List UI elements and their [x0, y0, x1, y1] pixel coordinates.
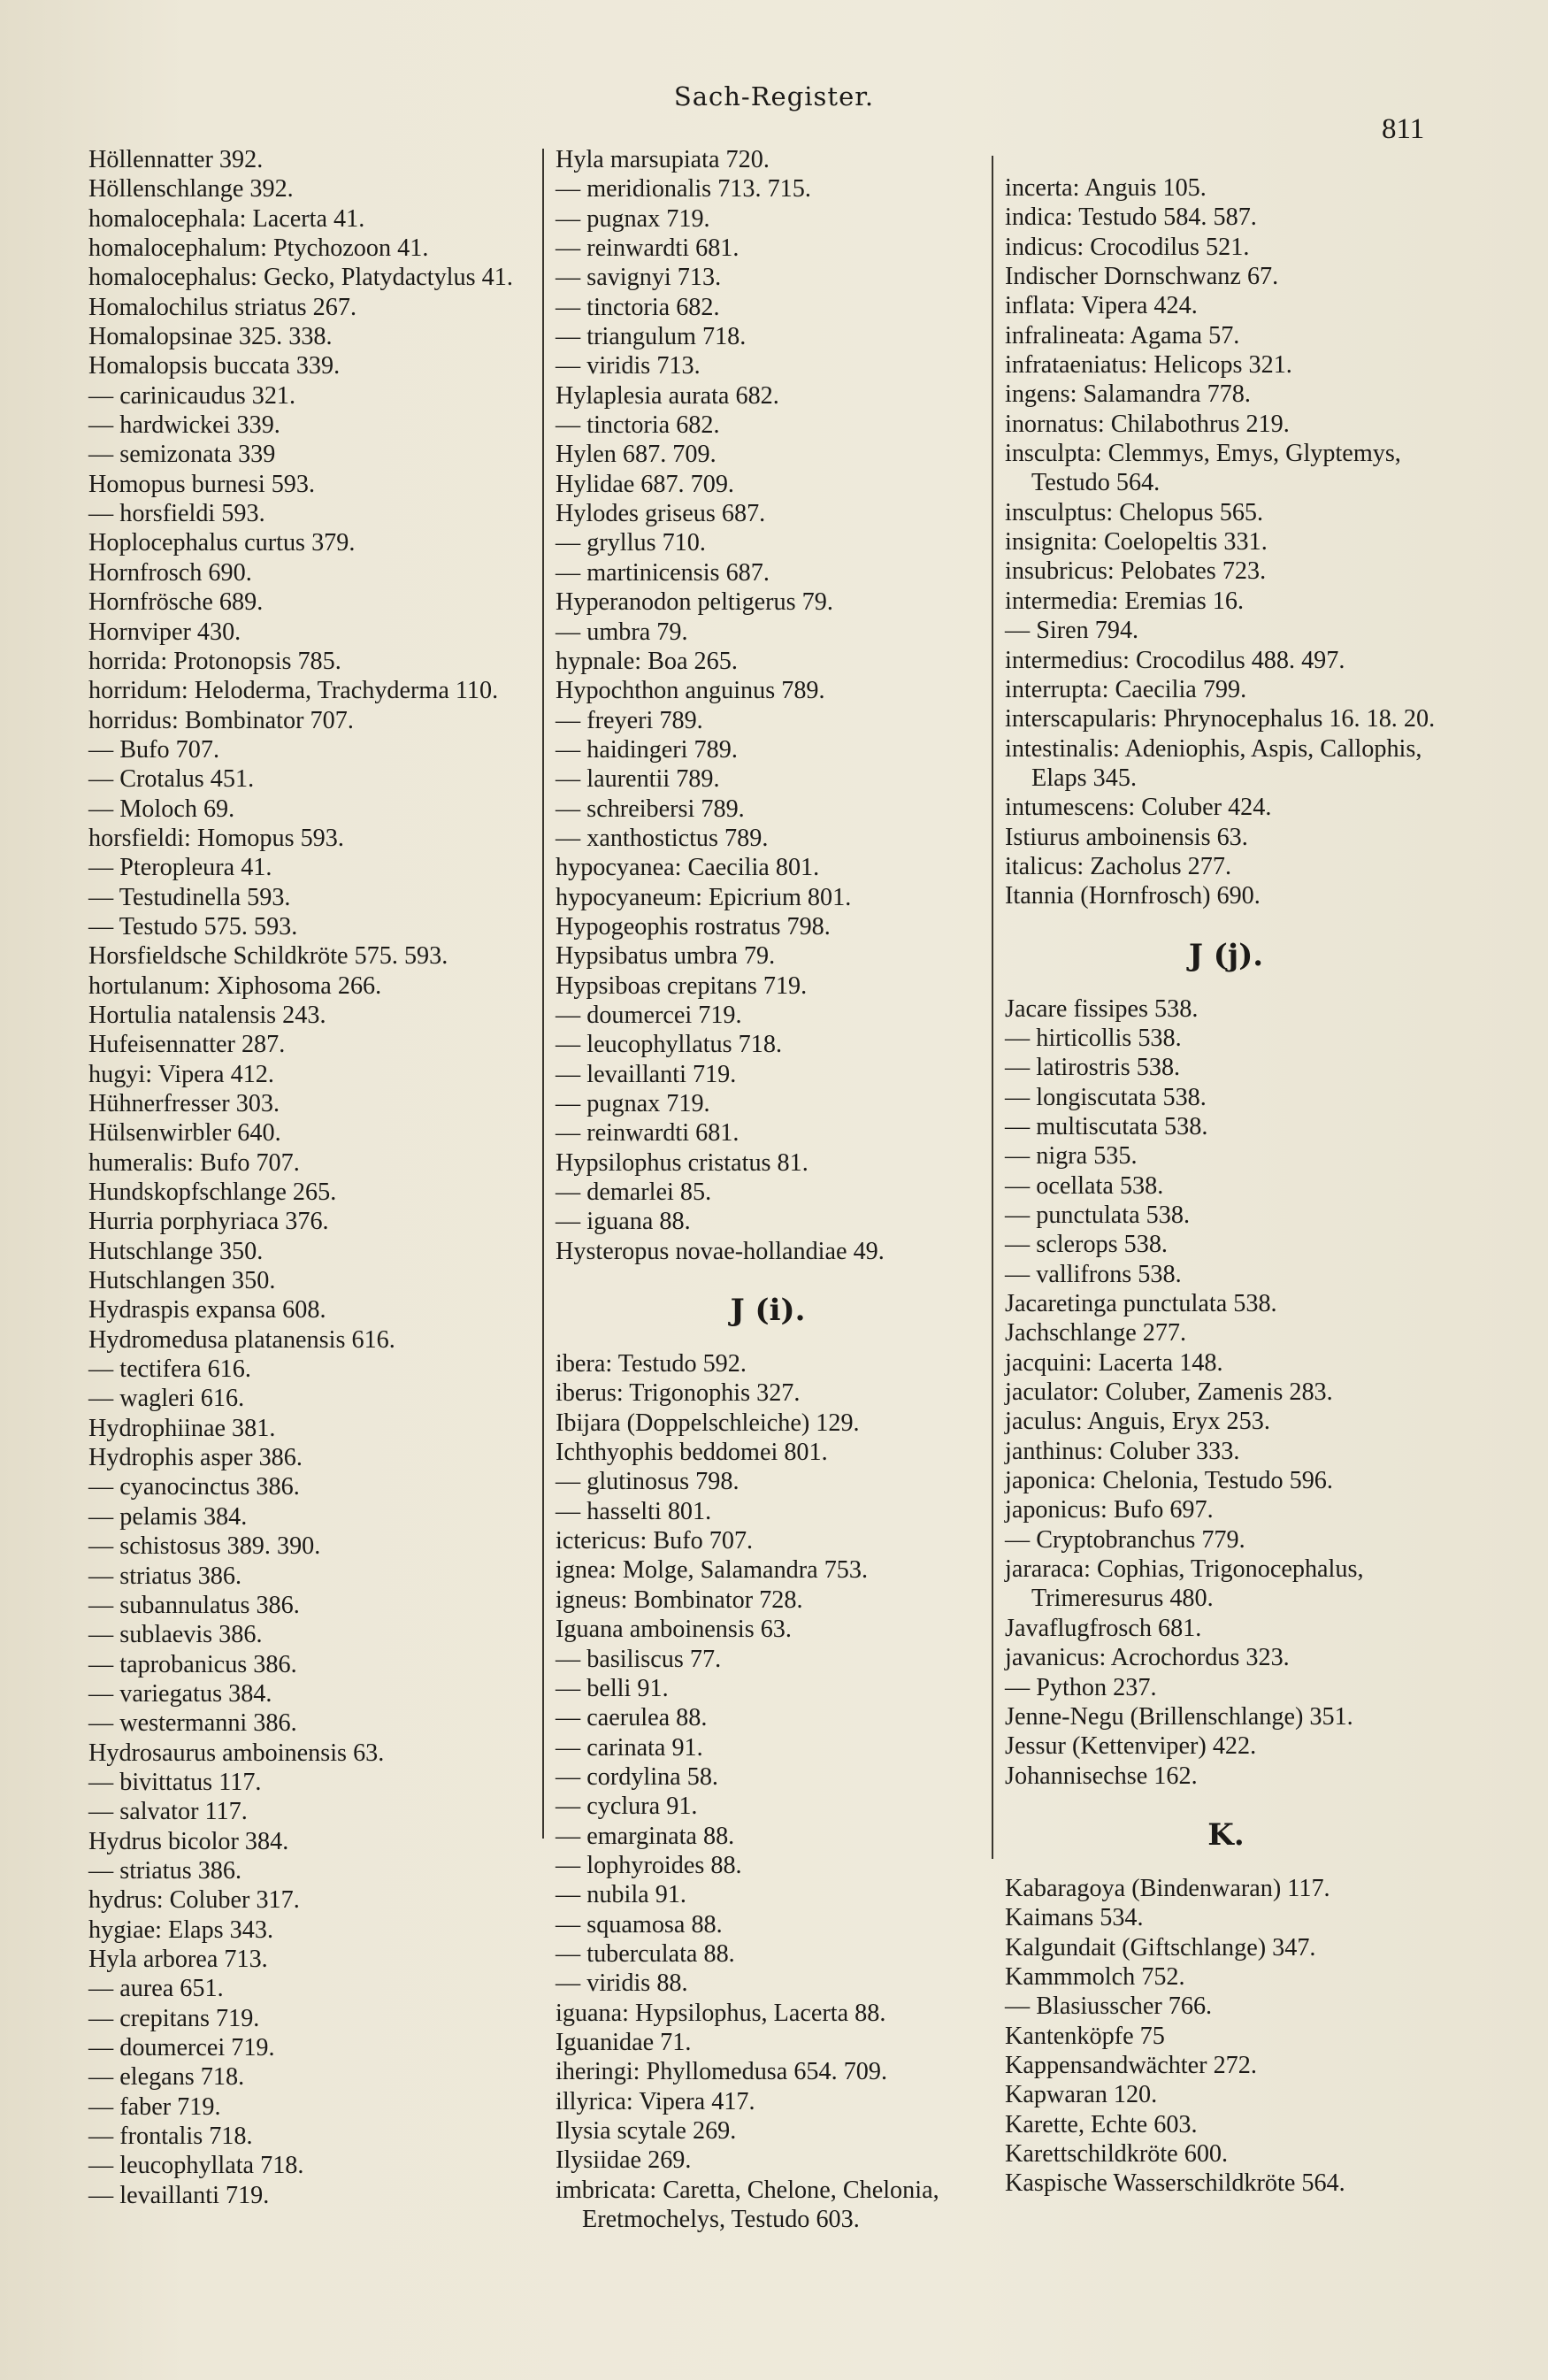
- index-column-2: [556, 145, 980, 2234]
- index-entry: — reinwardti 681.: [556, 1119, 740, 1148]
- index-entry: — Siren 794.: [1005, 617, 1139, 645]
- index-entry: — striatus 386.: [88, 1856, 242, 1885]
- index-entry: homalocephala: Lacerta 41.: [88, 204, 365, 233]
- index-entry: iheringi: Phyllomedusa 654. 709.: [556, 2058, 888, 2086]
- index-entry: hortulanum: Xiphosoma 266.: [88, 971, 382, 1000]
- index-entry: Kappensandwächter 272.: [1005, 2051, 1257, 2079]
- index-entry: inflata: Vipera 424.: [1005, 292, 1198, 320]
- index-entry: Kaspische Wasserschildkröte 564.: [1005, 2169, 1345, 2198]
- index-entry: — Testudinella 593.: [88, 883, 291, 911]
- index-entry: hugyi: Vipera 412.: [88, 1060, 274, 1088]
- index-entry: Hutschlange 350.: [88, 1237, 264, 1265]
- index-entry: infralineata: Agama 57.: [1005, 321, 1240, 349]
- index-entry: — laurentii 789.: [556, 765, 720, 794]
- index-entry: — xanthostictus 789.: [556, 824, 769, 852]
- index-entry: Istiurus amboinensis 63.: [1005, 823, 1248, 851]
- index-entry: Hypsiboas crepitans 719.: [556, 971, 808, 1000]
- index-entry: Hylidae 687. 709.: [556, 470, 734, 498]
- index-entry: — viridis 713.: [556, 352, 701, 380]
- index-entry: — carinata 91.: [556, 1733, 703, 1762]
- index-entry: Ilysiidae 269.: [556, 2146, 692, 2175]
- index-entry: — multiscutata 538.: [1005, 1112, 1208, 1140]
- index-entry: Hydrophis asper 386.: [88, 1444, 303, 1472]
- index-entry: Höllenschlange 392.: [88, 175, 294, 203]
- index-entry: intumescens: Coluber 424.: [1005, 794, 1272, 822]
- index-entry: italicus: Zacholus 277.: [1005, 852, 1231, 880]
- index-entry: Jachschlange 277.: [1005, 1319, 1187, 1347]
- index-entry: — striatus 386.: [88, 1562, 242, 1590]
- index-entry: Ibijara (Doppelschleiche) 129.: [556, 1409, 860, 1437]
- index-entry: — belli 91.: [556, 1674, 669, 1702]
- index-entry: hypocyaneum: Epicrium 801.: [556, 883, 852, 911]
- index-entry: — schreibersi 789.: [556, 795, 745, 823]
- index-entry: — schistosus 389. 390.: [88, 1532, 321, 1561]
- index-entry: — meridionalis 713. 715.: [556, 175, 811, 203]
- index-entry: intermedius: Crocodilus 488. 497.: [1005, 646, 1345, 674]
- index-entry: — ocellata 538.: [1005, 1171, 1164, 1200]
- section-heading: K.: [1207, 1816, 1245, 1853]
- index-entry: — elegans 718.: [88, 2063, 245, 2092]
- index-entry: interscapularis: Phrynocephalus 16. 18. 20.: [1005, 705, 1436, 733]
- index-entry: jararaca: Cophias, Trigonocephalus, Trimeresurus 480.: [1005, 1555, 1364, 1613]
- index-entry: horridus: Bombinator 707.: [88, 706, 354, 734]
- index-entry: — Python 237.: [1005, 1673, 1157, 1701]
- index-entry: horrida: Protonopsis 785.: [88, 647, 341, 675]
- section-heading: J (i).: [730, 1293, 806, 1329]
- index-entry: Homalochilus striatus 267.: [88, 293, 356, 321]
- index-entry: Ichthyophis beddomei 801.: [556, 1439, 828, 1467]
- index-entry: Hydraspis expansa 608.: [88, 1296, 326, 1324]
- index-entry: Höllennatter 392.: [88, 146, 264, 173]
- index-entry: Iguana amboinensis 63.: [556, 1616, 792, 1644]
- section-gap: [1005, 911, 1447, 931]
- index-entry: — westermanni 386.: [88, 1709, 297, 1738]
- index-entry: Kammmolch 752.: [1005, 1962, 1185, 1991]
- index-entry: insubricus: Pelobates 723.: [1005, 557, 1267, 586]
- index-entry: — aurea 651.: [88, 1975, 224, 2003]
- index-entry: — freyeri 789.: [556, 706, 703, 734]
- index-entry: imbricata: Caretta, Chelone, Chelonia, Eretmochelys, Testudo 603.: [556, 2176, 939, 2234]
- index-entry: Hypogeophis rostratus 798.: [556, 912, 831, 940]
- index-entry: Jenne-Negu (Brillenschlange) 351.: [1005, 1702, 1353, 1731]
- index-entry: — leucophyllata 718.: [88, 2152, 304, 2180]
- index-entry: — umbra 79.: [556, 618, 688, 646]
- index-entry: intermedia: Eremias 16.: [1005, 587, 1245, 615]
- index-entry: — tectifera 616.: [88, 1355, 251, 1384]
- index-entry: — hardwickei 339.: [88, 411, 280, 440]
- index-entry: Jacaretinga punctulata 538.: [1005, 1290, 1277, 1318]
- index-entry: — hasselti 801.: [556, 1497, 712, 1525]
- index-entry: iberus: Trigonophis 327.: [556, 1379, 801, 1408]
- index-entry: Hyla arborea 713.: [88, 1945, 268, 1973]
- index-entry: — savignyi 713.: [556, 264, 722, 292]
- index-entry: — cyanocinctus 386.: [88, 1473, 300, 1501]
- index-entry: Hylen 687. 709.: [556, 441, 717, 469]
- index-entry: — latirostris 538.: [1005, 1054, 1181, 1082]
- index-entry: Hypsilophus cristatus 81.: [556, 1148, 808, 1177]
- index-entry: — semizonata 339: [88, 441, 276, 469]
- index-entry: — salvator 117.: [88, 1798, 248, 1826]
- index-entry: — demarlei 85.: [556, 1178, 712, 1207]
- index-entry: — nubila 91.: [556, 1881, 686, 1909]
- index-entry: horsfieldi: Homopus 593.: [88, 824, 344, 852]
- index-entry: Itannia (Hornfrosch) 690.: [1005, 882, 1261, 910]
- column-rule: [992, 156, 993, 1859]
- index-entry: — pugnax 719.: [556, 204, 710, 233]
- index-entry: — frontalis 718.: [88, 2123, 253, 2151]
- index-entry: Hutschlangen 350.: [88, 1267, 276, 1295]
- index-entry: — haidingeri 789.: [556, 735, 738, 764]
- index-entry: Kapwaran 120.: [1005, 2081, 1158, 2109]
- index-entry: Hundskopfschlange 265.: [88, 1178, 337, 1207]
- section-gap: [1005, 980, 1447, 994]
- index-entry: incerta: Anguis 105.: [1005, 174, 1207, 202]
- index-entry: — cyclura 91.: [556, 1793, 698, 1821]
- index-entry: intestinalis: Adeniophis, Aspis, Callophis, Elaps 345.: [1005, 734, 1422, 792]
- index-entry: Ilysia scytale 269.: [556, 2117, 737, 2145]
- index-entry: Kantenköpfe 75: [1005, 2022, 1165, 2050]
- index-entry: — emarginata 88.: [556, 1822, 735, 1850]
- index-entry: Hoplocephalus curtus 379.: [88, 529, 356, 557]
- index-entry: Hydromedusa platanensis 616.: [88, 1325, 395, 1354]
- index-entry: Hysteropus novae-hollandiae 49.: [556, 1237, 885, 1265]
- index-entry: Kabaragoya (Bindenwaran) 117.: [1005, 1874, 1330, 1902]
- index-entry: — Cryptobranchus 779.: [1005, 1525, 1245, 1554]
- index-entry: — levaillanti 719.: [88, 2181, 270, 2209]
- index-entry: ictericus: Bufo 707.: [556, 1527, 754, 1555]
- index-entry: infrataeniatus: Helicops 321.: [1005, 351, 1292, 380]
- index-entry: jaculator: Coluber, Zamenis 283.: [1005, 1378, 1333, 1407]
- index-entry: Hurria porphyriaca 376.: [88, 1208, 329, 1236]
- index-entry: Horsfieldsche Schildkröte 575. 593.: [88, 942, 448, 971]
- index-entry: jaculus: Anguis, Eryx 253.: [1005, 1408, 1270, 1436]
- index-entry: — leucophyllatus 718.: [556, 1031, 782, 1059]
- index-entry: Hornviper 430.: [88, 618, 241, 646]
- index-entry: — basiliscus 77.: [556, 1645, 722, 1673]
- index-entry: Hülsenwirbler 640.: [88, 1119, 281, 1148]
- index-entry: Hortulia natalensis 243.: [88, 1001, 326, 1029]
- index-entry: — Bufo 707.: [88, 735, 219, 764]
- index-entry: — levaillanti 719.: [556, 1060, 737, 1088]
- index-entry: insculpta: Clemmys, Emys, Glyptemys, Testudo 564.: [1005, 440, 1401, 497]
- index-entry: — Blasiusscher 766.: [1005, 1992, 1213, 2021]
- index-entry: Hyla marsupiata 720.: [556, 146, 770, 173]
- index-entry: ibera: Testudo 592.: [556, 1350, 747, 1378]
- index-entry: Karettschildkröte 600.: [1005, 2139, 1229, 2168]
- index-entry: Homalopsis buccata 339.: [88, 352, 341, 380]
- section-gap: [556, 1266, 980, 1286]
- index-entry: — vallifrons 538.: [1005, 1260, 1182, 1288]
- index-entry: Kalgundait (Giftschlange) 347.: [1005, 1933, 1316, 1962]
- index-entry: indicus: Crocodilus 521.: [1005, 233, 1250, 261]
- index-entry: — tinctoria 682.: [556, 411, 720, 440]
- index-entry: — tinctoria 682.: [556, 293, 720, 321]
- index-entry: japonicus: Bufo 697.: [1005, 1496, 1214, 1524]
- index-entry: — caerulea 88.: [556, 1704, 708, 1732]
- index-entry: homalocephalum: Ptychozoon 41.: [88, 234, 429, 263]
- index-entry: Johannisechse 162.: [1005, 1762, 1198, 1790]
- index-entry: Hornfrösche 689.: [88, 588, 264, 617]
- index-entry: — punctulata 538.: [1005, 1202, 1191, 1229]
- index-entry: Jessur (Kettenviper) 422.: [1005, 1732, 1257, 1761]
- index-entry: — Crotalus 451.: [88, 765, 255, 794]
- index-entry: — doumercei 719.: [88, 2034, 275, 2061]
- index-entry: Hühnerfresser 303.: [88, 1090, 280, 1117]
- index-entry: Kaimans 534.: [1005, 1904, 1144, 1932]
- index-entry: ignea: Molge, Salamandra 753.: [556, 1556, 869, 1585]
- index-entry: japonica: Chelonia, Testudo 596.: [1005, 1467, 1333, 1495]
- index-entry: Hydrosaurus amboinensis 63.: [88, 1739, 385, 1767]
- index-entry: Hydrus bicolor 384.: [88, 1827, 289, 1855]
- index-entry: iguana: Hypsilophus, Lacerta 88.: [556, 1999, 886, 2027]
- index-entry: Javaflugfrosch 681.: [1005, 1614, 1202, 1642]
- index-entry: Homalopsinae 325. 338.: [88, 323, 333, 351]
- index-entry: — pugnax 719.: [556, 1090, 710, 1117]
- index-entry: — taprobanicus 386.: [88, 1650, 297, 1678]
- index-entry: Hylodes griseus 687.: [556, 500, 766, 528]
- running-head: Sach-Register.: [673, 81, 875, 111]
- section-gap: [1005, 1791, 1447, 1810]
- index-entry: hypnale: Boa 265.: [556, 647, 738, 675]
- index-entry: — faber 719.: [88, 2092, 221, 2121]
- index-entry: Homopus burnesi 593.: [88, 470, 316, 498]
- index-entry: — lophyroides 88.: [556, 1851, 742, 1879]
- index-entry: hygiae: Elaps 343.: [88, 1916, 274, 1944]
- index-entry: homalocephalus: Gecko, Platydactylus 41.: [88, 264, 513, 292]
- index-column-1: [88, 145, 531, 2210]
- index-entry: Hypochthon anguinus 789.: [556, 677, 825, 705]
- index-entry: — carinicaudus 321.: [88, 381, 296, 410]
- index-entry: — bivittatus 117.: [88, 1768, 262, 1796]
- index-entry: janthinus: Coluber 333.: [1005, 1437, 1240, 1465]
- index-entry: Hylaplesia aurata 682.: [556, 381, 779, 410]
- index-entry: Hufeisennatter 287.: [88, 1031, 286, 1059]
- index-entry: — sublaevis 386.: [88, 1621, 263, 1649]
- index-entry: Karette, Echte 603.: [1005, 2110, 1198, 2138]
- index-entry: — squamosa 88.: [556, 1910, 723, 1939]
- index-entry: insignita: Coelopeltis 331.: [1005, 528, 1268, 557]
- index-entry: — crepitans 719.: [88, 2004, 260, 2032]
- index-entry: — tuberculata 88.: [556, 1939, 735, 1968]
- index-entry: — iguana 88.: [556, 1208, 691, 1236]
- index-entry: — variegatus 384.: [88, 1679, 272, 1708]
- index-entry: — subannulatus 386.: [88, 1591, 300, 1619]
- column-rule: [542, 149, 544, 1839]
- index-entry: — doumercei 719.: [556, 1001, 742, 1029]
- index-entry: indica: Testudo 584. 587.: [1005, 203, 1257, 232]
- index-entry: — triangulum 718.: [556, 323, 747, 351]
- index-entry: — Testudo 575. 593.: [88, 912, 298, 940]
- index-entry: illyrica: Vipera 417.: [556, 2087, 755, 2115]
- index-entry: — viridis 88.: [556, 1969, 688, 1998]
- index-entry: Iguanidae 71.: [556, 2028, 692, 2056]
- index-entry: Hyperanodon peltigerus 79.: [556, 588, 833, 617]
- index-entry: — glutinosus 798.: [556, 1468, 740, 1496]
- index-entry: humeralis: Bufo 707.: [88, 1148, 300, 1177]
- index-entry: Hydrophiinae 381.: [88, 1414, 276, 1442]
- index-entry: — pelamis 384.: [88, 1502, 248, 1531]
- index-entry: — Pteropleura 41.: [88, 854, 272, 882]
- index-entry: — longiscutata 538.: [1005, 1083, 1207, 1111]
- index-entry: Hypsibatus umbra 79.: [556, 942, 776, 971]
- index-entry: — hirticollis 538.: [1005, 1024, 1182, 1052]
- index-entry: javanicus: Acrochordus 323.: [1005, 1644, 1290, 1672]
- index-entry: hypocyanea: Caecilia 801.: [556, 854, 820, 882]
- index-entry: hydrus: Coluber 317.: [88, 1886, 300, 1915]
- index-entry: — martinicensis 687.: [556, 558, 770, 587]
- index-entry: interrupta: Caecilia 799.: [1005, 675, 1247, 703]
- index-entry: igneus: Bombinator 728.: [556, 1585, 803, 1614]
- index-entry: — nigra 535.: [1005, 1142, 1138, 1171]
- page-number: 811: [1382, 113, 1425, 145]
- index-entry: Indischer Dornschwanz 67.: [1005, 263, 1279, 291]
- section-heading: J (j).: [1188, 937, 1264, 973]
- index-entry: — reinwardti 681.: [556, 234, 740, 263]
- index-entry: — gryllus 710.: [556, 529, 706, 557]
- index-entry: inornatus: Chilabothrus 219.: [1005, 410, 1290, 438]
- section-gap: [1005, 1860, 1447, 1874]
- index-entry: jacquini: Lacerta 148.: [1005, 1348, 1223, 1377]
- index-entry: — Moloch 69.: [88, 795, 235, 823]
- index-entry: horridum: Heloderma, Trachyderma 110.: [88, 677, 499, 705]
- index-entry: ingens: Salamandra 778.: [1005, 380, 1251, 409]
- index-entry: — horsfieldi 593.: [88, 500, 265, 528]
- index-column-3: [1005, 173, 1447, 2199]
- index-entry: — cordylina 58.: [556, 1762, 718, 1791]
- index-entry: Jacare fissipes 538.: [1005, 994, 1199, 1023]
- index-entry: — wagleri 616.: [88, 1385, 245, 1413]
- section-gap: [556, 1335, 980, 1349]
- index-entry: Hornfrosch 690.: [88, 558, 252, 587]
- index-entry: — sclerops 538.: [1005, 1231, 1168, 1259]
- index-entry: insculptus: Chelopus 565.: [1005, 498, 1264, 526]
